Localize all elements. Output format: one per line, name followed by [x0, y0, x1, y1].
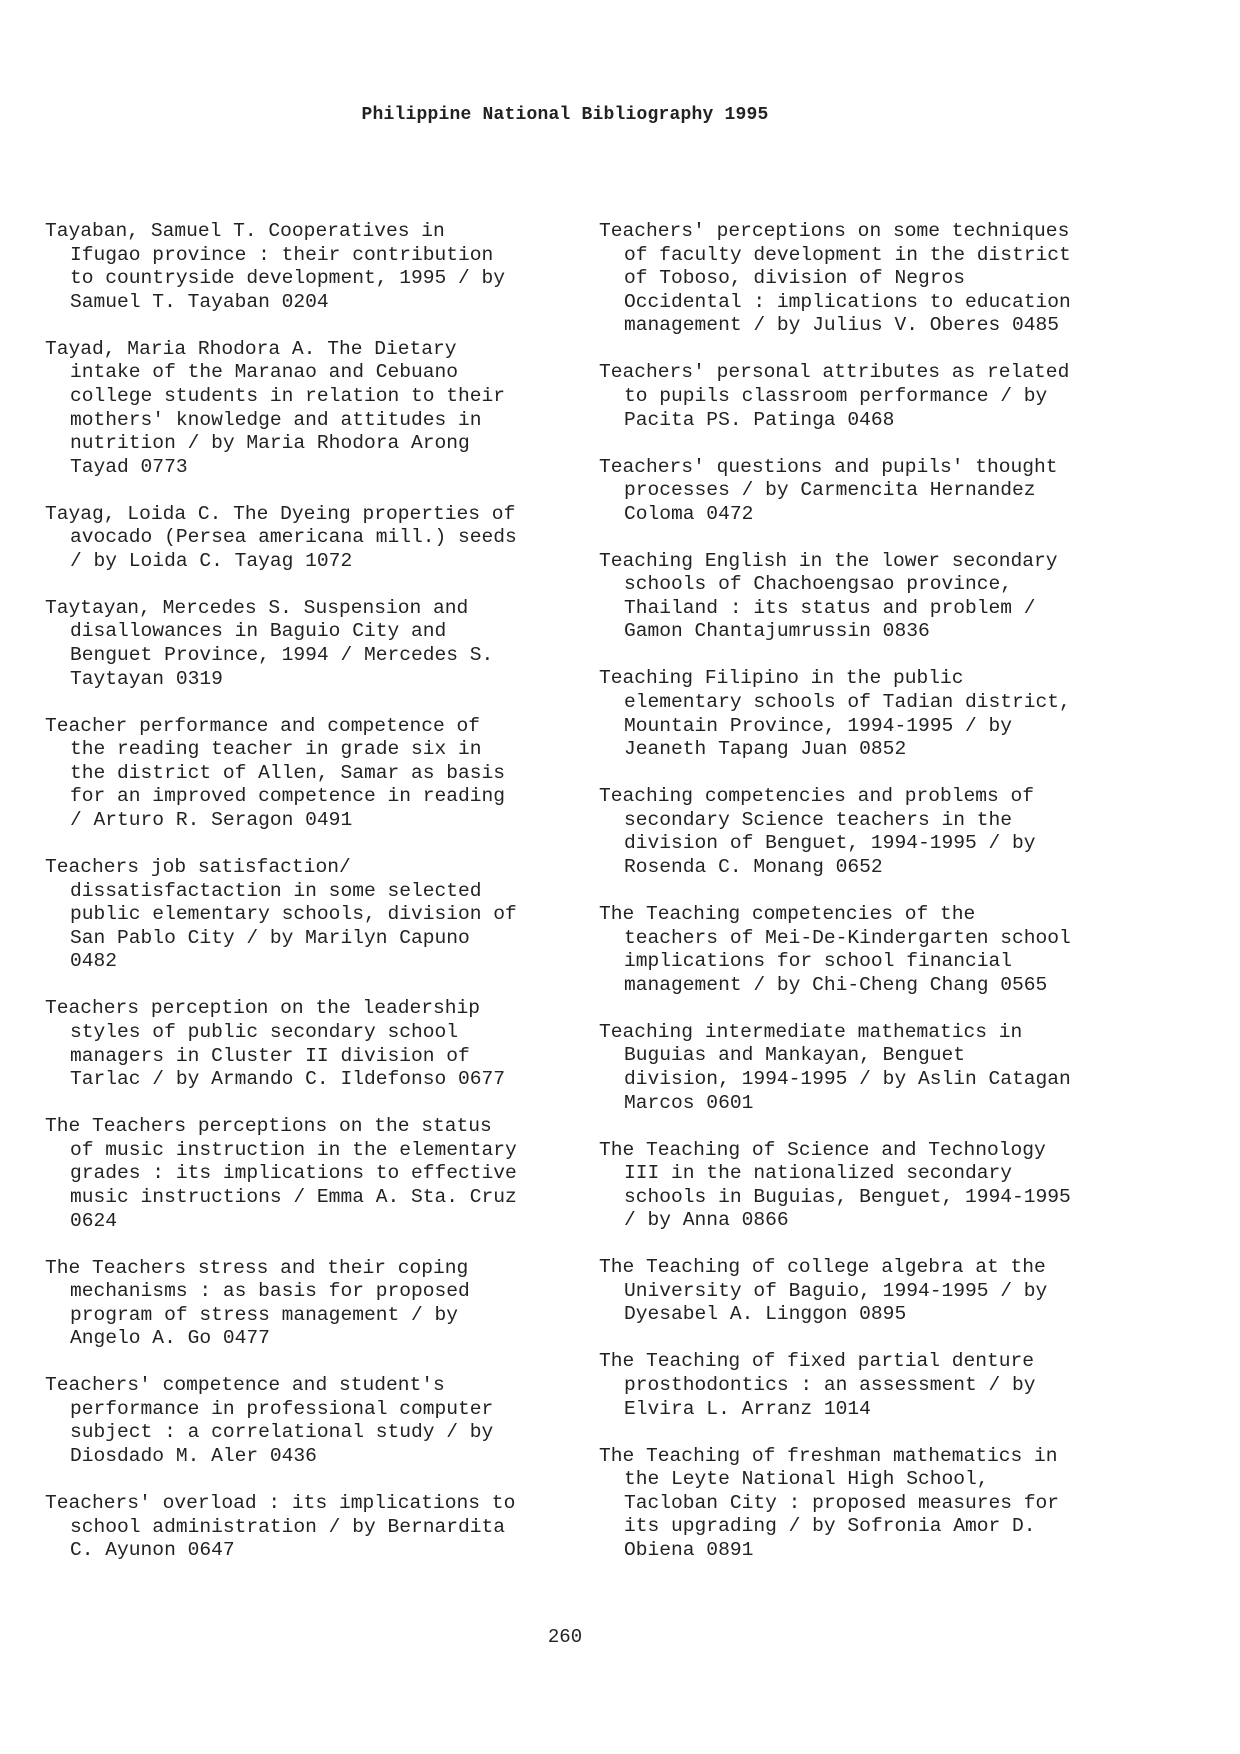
bibliography-entry: Teaching English in the lower secondary schools of Chachoengsao province, Thailand : its status and problem / Gamon Chantajumrussin 0836: [599, 549, 1058, 643]
bibliography-entry: Teachers job satisfaction/ dissatisfactaction in some selected public elementary schools, division of San Pablo City / by Marilyn Capuno 0482: [45, 856, 517, 973]
bibliography-entry: Taytayan, Mercedes S. Suspension and disallowances in Baguio City and Benguet Province, 1994 / Mercedes S. Taytayan 0319: [45, 596, 494, 690]
bibliography-entry: Tayad, Maria Rhodora A. The Dietary intake of the Maranao and Cebuano college students in relation to their mothers' knowledge and attitudes in nutrition / by Maria Rhodora Arong Tayad 0773: [45, 337, 506, 478]
bibliography-entry: Teachers' personal attributes as related to pupils classroom performance / by Pacita PS. Patinga 0468: [599, 361, 1070, 431]
bibliography-entry: The Teaching of Science and Technology III in the nationalized secondary schools in Buguias, Benguet, 1994-1995 / by Anna 0866: [599, 1138, 1071, 1232]
bibliography-entry: Tayag, Loida C. The Dyeing properties of avocado (Persea americana mill.) seeds / by Loida C. Tayag 1072: [45, 502, 517, 572]
bibliography-entry: Tayaban, Samuel T. Cooperatives in Ifugao province : their contribution to countryside development, 1995 / by Samuel T. Tayaban 0204: [45, 220, 506, 313]
bibliography-entry: Teaching Filipino in the public elementary schools of Tadian district, Mountain Province, 1994-1995 / by Jeaneth Tapang Juan 0852: [599, 667, 1071, 761]
right-column: [599, 220, 1159, 1586]
bibliography-entry: Teachers' questions and pupils' thought processes / by Carmencita Hernandez Coloma 0472: [599, 455, 1058, 525]
bibliography-entry: The Teaching of freshman mathematics in the Leyte National High School, Tacloban City : proposed measures for its upgrading / by Sofronia Amor D. Obiena 0891: [599, 1444, 1060, 1562]
bibliography-entry: The Teaching competencies of the teachers of Mei-De-Kindergarten school implications for school financial management / by Chi-Cheng Chang 0565: [599, 903, 1071, 996]
page-number: 260: [547, 1626, 583, 1648]
bibliography-entry: Teacher performance and competence of the reading teacher in grade six in the district of Allen, Samar as basis for an improved competence in reading / Arturo R. Seragon 0491: [45, 714, 506, 832]
bibliography-entry: The Teaching of fixed partial denture prosthodontics : an assessment / by Elvira L. Arranz 1014: [599, 1350, 1036, 1420]
bibliography-entry: Teachers' perceptions on some techniques of faculty development in the district of Toboso, division of Negros Occidental : implications to education management / by Julius V. Oberes 0485: [599, 220, 1071, 337]
bibliography-entry: Teaching intermediate mathematics in Buguias and Mankayan, Benguet division, 1994-1995 / by Aslin Catagan Marcos 0601: [599, 1020, 1071, 1114]
bibliography-entry: Teachers perception on the leadership styles of public secondary school managers in Cluster II division of Tarlac / by Armando C. Ildefonso 0677: [45, 997, 506, 1091]
bibliography-entry: Teachers' overload : its implications to school administration / by Bernardita C. Ayunon 0647: [45, 1492, 516, 1562]
bibliography-entry: The Teaching of college algebra at the University of Baguio, 1994-1995 / by Dyesabel A. Linggon 0895: [599, 1256, 1048, 1326]
bibliography-entry: Teaching competencies and problems of secondary Science teachers in the division of Benguet, 1994-1995 / by Rosenda C. Monang 0652: [599, 785, 1036, 879]
page-title: Philippine National Bibliography 1995: [361, 105, 769, 125]
bibliography-entry: Teachers' competence and student's performance in professional computer subject : a correlational study / by Diosdado M. Aler 0436: [45, 1374, 494, 1468]
left-column: [45, 220, 605, 1586]
bibliography-entry: The Teachers perceptions on the status of music instruction in the elementary grades : its implications to effective music instructions / Emma A. Sta. Cruz 0624: [45, 1115, 517, 1232]
bibliography-entry: The Teachers stress and their coping mechanisms : as basis for proposed program of stress management / by Angelo A. Go 0477: [45, 1256, 470, 1350]
